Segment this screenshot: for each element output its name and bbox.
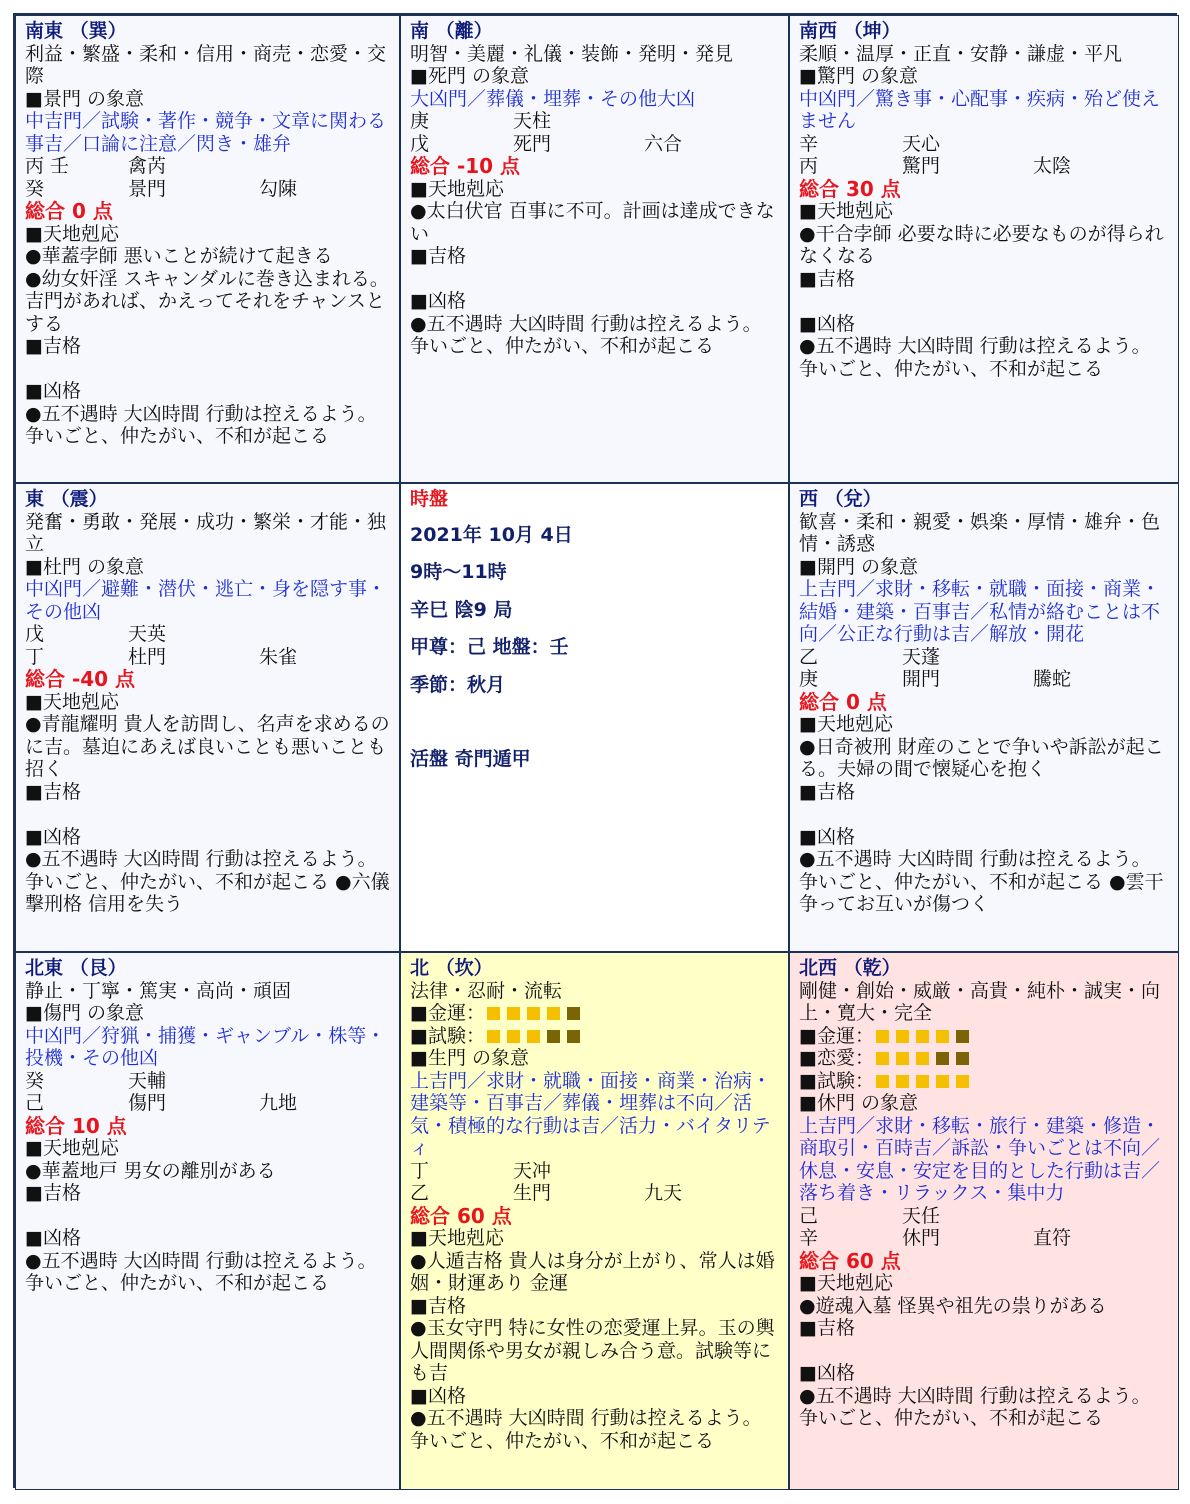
tenchi-heading: ■天地剋応: [799, 1272, 893, 1294]
stem-row-2: [799, 668, 1170, 691]
kyou-heading: ■凶格: [25, 1227, 81, 1249]
direction-title: 南西 （坤）: [799, 20, 901, 42]
kyou-item: ●五不遇時 大凶時間 行動は控えるよう。 争いごと、仲たがい、不和が起こる ●雲干 争ってお互いが傷つく: [799, 848, 1164, 915]
total-score: 総合 -40 点: [25, 667, 136, 691]
rating-square-filled: [527, 1007, 540, 1020]
star-name: 天英: [128, 623, 167, 645]
rating-square-filled: [487, 1007, 500, 1020]
deity: 六合: [644, 132, 683, 155]
spacer: [410, 268, 780, 291]
traits: 剛健・創始・威厳・高貴・純朴・誠実・向上・寛大・完全: [799, 979, 1161, 1024]
stem-row-1: [410, 1160, 780, 1183]
gate-heading: ■生門 の象意: [410, 1047, 529, 1069]
stem: 丁: [25, 645, 45, 668]
rating-row: [410, 1025, 780, 1048]
spacer: [25, 1205, 391, 1228]
kichi-heading: ■吉格: [25, 780, 81, 803]
star-name: 天蓬: [902, 645, 941, 668]
stem: 丙: [799, 155, 819, 177]
traits: 静止・丁寧・篤実・高尚・頑固: [25, 979, 292, 1002]
board-type: 時盤: [410, 488, 449, 510]
rating-square-filled: [876, 1030, 889, 1043]
stem: 乙: [799, 645, 819, 668]
kyou-heading: ■凶格: [799, 1362, 855, 1384]
rating-row: [410, 1002, 780, 1025]
stem: 癸: [25, 1069, 45, 1092]
stem-row-1: [25, 1070, 391, 1093]
stem: 庚: [410, 110, 430, 132]
rating-square-filled: [956, 1075, 969, 1088]
rating-stars: [876, 1052, 969, 1065]
kyou-item: ●五不遇時 大凶時間 行動は控えるよう。 争いごと、仲たがい、不和が起こる: [799, 335, 1151, 380]
cell-east: [15, 483, 400, 952]
gate-heading: ■死門 の象意: [410, 65, 529, 87]
kyoku: 辛巳 陰9 局: [410, 598, 513, 621]
gate-name: 杜門: [128, 645, 167, 668]
rating-square-filled: [916, 1052, 929, 1065]
traits: 明智・美麗・礼儀・装飾・発明・発見: [410, 42, 734, 65]
direction-title: 北 （坎）: [410, 957, 493, 979]
gate-description: 中凶門／狩猟・捕獲・ギャンブル・株等・投機・その他凶: [25, 1024, 386, 1069]
deity: 直符: [1033, 1227, 1072, 1249]
rating-square-filled: [916, 1030, 929, 1043]
direction-title: 東 （震）: [25, 488, 108, 510]
rating-label: ■試験：: [799, 1069, 874, 1092]
stem: 癸: [25, 177, 45, 200]
kyou-item: ●五不遇時 大凶時間 行動は控えるよう。 争いごと、仲たがい、不和が起こる ●六儀撃刑格 信用を失う: [25, 848, 390, 915]
stem-row-2: [410, 133, 780, 156]
gate-heading: ■驚門 の象意: [799, 65, 918, 87]
direction-title: 北東 （艮）: [25, 957, 127, 979]
spacer: [799, 1340, 1170, 1363]
gate-name: 開門: [902, 668, 941, 690]
stem-row-2: [410, 1182, 780, 1205]
stem: 丁: [410, 1159, 430, 1182]
direction-title: 南東 （巽）: [25, 20, 127, 42]
traits: 歓喜・柔和・親愛・娯楽・厚情・雄弁・色情・誘惑: [799, 510, 1161, 555]
stem: 丙 壬: [25, 155, 70, 177]
cell-southwest: [789, 15, 1179, 483]
gate-name: 生門: [513, 1182, 552, 1204]
gate-description: 中凶門／避難・潜伏・逃亡・身を隠す事・その他凶: [25, 578, 387, 623]
stem-row-2: [799, 155, 1170, 178]
star-name: 天輔: [128, 1069, 167, 1092]
kichi-item: ●玉女守門 特に女性の恋愛運上昇。玉の輿 人間関係や男女が親しみ合う意。試験等にも吉: [410, 1317, 775, 1384]
tenchi-item: ●遊魂入墓 怪異や祖先の祟りがある: [799, 1294, 1107, 1317]
gate-heading: ■杜門 の象意: [25, 555, 144, 578]
kyou-item: ●五不遇時 大凶時間 行動は控えるよう。 争いごと、仲たがい、不和が起こる: [410, 312, 762, 357]
rating-label: ■金運：: [410, 1002, 485, 1024]
traits: 法律・忍耐・流転: [410, 979, 563, 1002]
total-score: 総合 0 点: [25, 199, 113, 223]
tenchi-item: ●華蓋孛師 悪いことが続けて起きる: [25, 245, 333, 267]
gate-name: 死門: [513, 132, 552, 155]
tenchi-heading: ■天地剋応: [25, 222, 119, 245]
direction-title: 北西 （乾）: [799, 957, 901, 979]
tenchi-heading: ■天地剋応: [25, 1137, 119, 1159]
stem: 辛: [799, 132, 819, 155]
gate-description: 上吉門／求財・就職・面接・商業・治病・建築等・百事吉／葬儀・埋葬は不向／活気・積極的な行動は吉／活力・バイタリティ: [410, 1069, 772, 1159]
stem-row-1: [410, 110, 780, 133]
cell-south: [400, 15, 789, 483]
tenchi-heading: ■天地剋応: [799, 713, 893, 735]
stem-row-2: [25, 178, 391, 201]
rating-square-filled: [547, 1007, 560, 1020]
tenchi-heading: ■天地剋応: [410, 1227, 504, 1249]
stem-row-1: [799, 646, 1170, 669]
kichi-heading: ■吉格: [799, 780, 855, 803]
deity: 九地: [259, 1092, 298, 1114]
cell-northeast: [15, 952, 400, 1490]
kyou-heading: ■凶格: [799, 312, 855, 335]
rating-square-filled: [876, 1052, 889, 1065]
tenchi-item: ●華蓋地戸 男女の離別がある: [25, 1159, 276, 1182]
stem-row-2: [25, 1092, 391, 1115]
total-score: 総合 30 点: [799, 176, 901, 201]
rating-stars: [487, 1007, 580, 1020]
date: 2021年 10月 4日: [410, 523, 573, 546]
rating-square-filled: [507, 1030, 520, 1043]
spacer: [799, 803, 1170, 826]
season: 季節：秋月: [410, 673, 506, 696]
stem: 己: [25, 1092, 45, 1114]
gate-heading: ■休門 の象意: [799, 1092, 918, 1114]
tenchi-item: ●日奇被刑 財産のことで争いや訴訟が起こる。夫婦の間で懐疑心を抱く: [799, 735, 1164, 780]
star-name: 天任: [902, 1204, 941, 1227]
cell-southeast: [15, 15, 400, 483]
gate-description: 中吉門／試験・著作・競争・文章に関わる事吉／口論に注意／閃き・雄弁: [25, 110, 387, 155]
rating-square-filled: [507, 1007, 520, 1020]
star-name: 天心: [902, 132, 941, 155]
stem: 乙: [410, 1182, 430, 1204]
rating-square-filled: [487, 1030, 500, 1043]
total-score: 総合 0 点: [799, 689, 887, 714]
rating-square-filled: [896, 1052, 909, 1065]
gate-description: 上吉門／求財・移転・旅行・建築・修造・商取引・百時吉／訴訟・争いごとは不向／休息・安息・安定を目的とした行動は吉／落ち着き・リラックス・集中力: [799, 1114, 1161, 1204]
stem: 辛: [799, 1227, 819, 1249]
gate-name: 景門: [128, 177, 167, 200]
kyou-item: ●五不遇時 大凶時間 行動は控えるよう。 争いごと、仲たがい、不和が起こる: [25, 1249, 377, 1294]
tenchi-heading: ■天地剋応: [799, 200, 893, 222]
deity: 騰蛇: [1033, 668, 1072, 690]
stem: 戊: [25, 623, 45, 645]
rating-square-empty: [936, 1052, 949, 1065]
rating-label: ■恋愛：: [799, 1047, 874, 1069]
rating-square-filled: [916, 1075, 929, 1088]
spacer: [799, 290, 1170, 313]
time-range: 9時～11時: [410, 561, 507, 583]
gate-description: 上吉門／求財・移転・就職・面接・商業・結婚・建築・百事吉／私情が絡むことは不向／公正な行動は吉／解放・開花: [799, 578, 1161, 645]
rating-square-empty: [956, 1052, 969, 1065]
rating-stars: [876, 1075, 969, 1088]
kichi-heading: ■吉格: [799, 267, 855, 290]
total-score: 総合 60 点: [799, 1248, 901, 1273]
stem: 己: [799, 1204, 819, 1227]
total-score: 総合 -10 点: [410, 154, 521, 178]
star-name: 天柱: [513, 110, 552, 132]
tenchi-item: ●幼女奸淫 スキャンダルに巻き込まれる。吉門があれば、かえってそれをチャンスとする: [25, 267, 389, 335]
stem-row-1: [799, 133, 1170, 156]
rating-square-empty: [567, 1007, 580, 1020]
cell-northwest: [789, 952, 1179, 1490]
kichi-heading: ■吉格: [25, 335, 81, 357]
rating-label: ■試験：: [410, 1024, 485, 1047]
rating-stars: [487, 1030, 580, 1043]
deity: 勾陳: [259, 177, 298, 200]
kyou-item: ●五不遇時 大凶時間 行動は控えるよう。 争いごと、仲たがい、不和が起こる: [799, 1384, 1151, 1429]
stem: 戊: [410, 132, 430, 155]
gate-description: 大凶門／葬儀・埋葬・その他大凶: [410, 87, 696, 110]
kyou-item: ●五不遇時 大凶時間 行動は控えるよう。 争いごと、仲たがい、不和が起こる: [410, 1407, 762, 1452]
gate-name: 傷門: [128, 1092, 167, 1114]
kyou-heading: ■凶格: [410, 290, 466, 312]
cell-north: [400, 952, 789, 1490]
tenchi-item: ●干合孛師 必要な時に必要なものが得られなくなる: [799, 222, 1164, 267]
gate-heading: ■傷門 の象意: [25, 1002, 144, 1024]
stem-row-1: [25, 623, 391, 646]
rating-square-filled: [896, 1075, 909, 1088]
gate-name: 休門: [902, 1227, 941, 1249]
rating-label: ■金運：: [799, 1024, 874, 1047]
rating-row: [799, 1025, 1170, 1048]
total-score: 総合 10 点: [25, 1113, 127, 1138]
kichi-heading: ■吉格: [410, 1294, 466, 1317]
rating-stars: [876, 1030, 969, 1043]
stem-row-1: [25, 155, 391, 178]
rating-square-empty: [956, 1030, 969, 1043]
cell-west: [789, 483, 1179, 952]
kichi-heading: ■吉格: [799, 1317, 855, 1339]
spacer: [25, 358, 391, 381]
stem-row-1: [799, 1205, 1170, 1228]
kyou-heading: ■凶格: [25, 825, 81, 848]
rating-row: [799, 1070, 1170, 1093]
footer-title: 活盤 奇門遁甲: [410, 748, 531, 770]
rating-square-filled: [876, 1075, 889, 1088]
rating-square-filled: [527, 1030, 540, 1043]
tenchi-item: ●青龍耀明 貴人を訪問し、名声を求めるのに吉。墓迫にあえば良いことも悪いことも招く: [25, 713, 390, 780]
kyou-heading: ■凶格: [799, 825, 855, 848]
tenchi-heading: ■天地剋応: [25, 690, 119, 713]
kichi-heading: ■吉格: [25, 1182, 81, 1204]
gate-heading: ■開門 の象意: [799, 555, 918, 578]
rating-square-filled: [936, 1075, 949, 1088]
traits: 利益・繁盛・柔和・信用・商売・恋愛・交際: [25, 42, 387, 87]
total-score: 総合 60 点: [410, 1203, 512, 1228]
gate-description: 中凶門／驚き事・心配事・疾病・殆ど使えません: [799, 87, 1161, 132]
qimen-board: [13, 13, 1177, 1488]
stem-row-2: [799, 1227, 1170, 1250]
spacer: [25, 803, 391, 826]
koson-chiban: 甲尊：己 地盤：壬: [410, 636, 569, 658]
direction-title: 西 （兌）: [799, 488, 882, 510]
stem-row-2: [25, 646, 391, 669]
star-name: 禽芮: [128, 155, 167, 177]
star-name: 天冲: [513, 1159, 552, 1182]
direction-title: 南 （離）: [410, 20, 493, 42]
rating-row: [799, 1047, 1170, 1070]
tenchi-heading: ■天地剋応: [410, 177, 504, 200]
traits: 発奮・勇敢・発展・成功・繁栄・才能・独立: [25, 510, 387, 555]
gate-name: 驚門: [902, 155, 941, 177]
rating-square-filled: [936, 1030, 949, 1043]
rating-square-empty: [567, 1030, 580, 1043]
deity: 九天: [644, 1182, 683, 1204]
kichi-heading: ■吉格: [410, 245, 466, 267]
rating-square-empty: [547, 1030, 560, 1043]
tenchi-item: ●人遁吉格 貴人は身分が上がり、常人は婚姻・財運あり 金運: [410, 1249, 775, 1294]
cell-center: [400, 483, 789, 952]
deity: 朱雀: [259, 645, 298, 668]
tenchi-item: ●太白伏官 百事に不可。計画は達成できない: [410, 200, 775, 245]
kyou-heading: ■凶格: [410, 1384, 466, 1407]
rating-square-filled: [896, 1030, 909, 1043]
deity: 太陰: [1033, 155, 1072, 177]
kyou-heading: ■凶格: [25, 380, 81, 402]
gate-heading: ■景門 の象意: [25, 87, 144, 110]
stem: 庚: [799, 668, 819, 690]
traits: 柔順・温厚・正直・安静・謙虚・平凡: [799, 42, 1123, 65]
kyou-item: ●五不遇時 大凶時間 行動は控えるよう。 争いごと、仲たがい、不和が起こる: [25, 402, 377, 447]
